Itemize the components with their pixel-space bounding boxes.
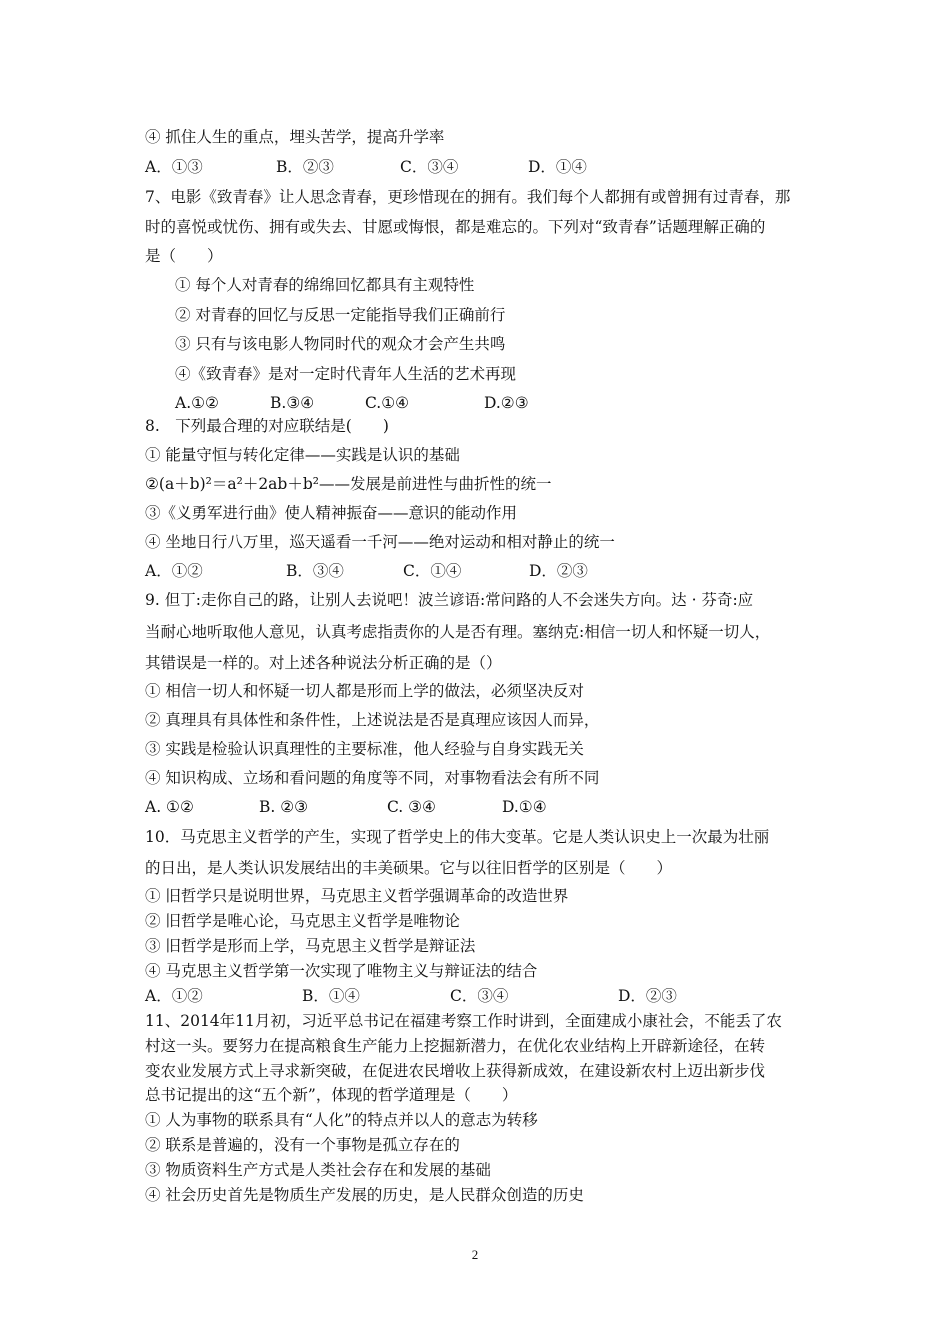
q7-item-1: ① 每个人对青春的绵绵回忆都具有主观特性 [175,276,475,294]
option-a: A.①② [175,394,219,412]
q10-stem-2: 的日出，是人类认识发展结出的丰美硕果。它与以往旧哲学的区别是（ ） [145,859,673,877]
q8-item-1: ① 能量守恒与转化定律——实践是认识的基础 [145,446,460,464]
q11-item-3: ③ 物质资料生产方式是人类社会存在和发展的基础 [145,1161,491,1179]
q10-item-1: ① 旧哲学只是说明世界，马克思主义哲学强调革命的改造世界 [145,887,569,905]
q7-stem-2: 时的喜悦或忧伤、拥有或失去、甘愿或悔恨，都是难忘的。下列对“致青春”话题理解正确的 [145,218,766,236]
option-d: D.①④ [502,798,547,816]
q11-item-1: ① 人为事物的联系具有“人化”的特点并以人的意志为转移 [145,1111,538,1129]
option-b: B. ②③ [259,798,309,816]
q7-item-3: ③ 只有与该电影人物同时代的观众才会产生共鸣 [175,335,506,353]
option-b: B．②③ [276,158,334,176]
q9-item-1: ① 相信一切人和怀疑一切人都是形而上学的做法，必须坚决反对 [145,682,584,700]
q8-item-2: ②(a＋b)²＝a²＋2ab＋b²——发展是前进性与曲折性的统一 [145,475,552,493]
q7-stem-3: 是（ ） [145,247,223,265]
q7-stem-1: 7、电影《致青春》让人思念青春，更珍惜现在的拥有。我们每个人都拥有或曾拥有过青春，那 [145,188,791,206]
option-c: C．③④ [450,987,509,1005]
option-b: B．③④ [286,562,344,580]
option-c: C．③④ [400,158,459,176]
option-b: B．①④ [302,987,360,1005]
q11-stem-2: 村这一头。要努力在提高粮食生产能力上挖掘新潜力，在优化农业结构上开辟新途径，在转 [145,1037,766,1055]
q11-stem-1: 11、2014年11月初，习近平总书记在福建考察工作时讲到，全面建成小康社会，不能丢了农 [145,1012,782,1030]
q10-item-4: ④ 马克思主义哲学第一次实现了唯物主义与辩证法的结合 [145,962,538,980]
option-a: A．①② [145,562,203,580]
q11-item-4: ④ 社会历史首先是物质生产发展的历史，是人民群众创造的历史 [145,1186,584,1204]
q9-item-4: ④ 知识构成、立场和看问题的角度等不同，对事物看法会有所不同 [145,769,600,787]
q9-item-3: ③ 实践是检验认识真理性的主要标准，他人经验与自身实践无关 [145,740,584,758]
q10-item-3: ③ 旧哲学是形而上学，马克思主义哲学是辩证法 [145,937,476,955]
q8-item-3: ③《义勇军进行曲》使人精神振奋——意识的能动作用 [145,504,518,522]
option-d: D.②③ [484,394,529,412]
option-b: B.③④ [270,394,315,412]
q9-item-2: ② 真理具有具体性和条件性，上述说法是否是真理应该因人而异， [145,711,600,729]
option-c: C．①④ [403,562,462,580]
option-c: C.①④ [365,394,410,412]
option-a: A．①② [145,987,203,1005]
q8-stem: 8. 下列最合理的对应联结是( ) [145,417,389,435]
q7-item-4: ④《致青春》是对一定时代青年人生活的艺术再现 [175,365,517,383]
option-c: C. ③④ [387,798,436,816]
q8-item-4: ④ 坐地日行八万里，巡天遥看一千河——绝对运动和相对静止的统一 [145,533,615,551]
q9-stem-3: 其错误是一样的。对上述各种说法分析正确的是（） [145,654,502,672]
page-number: 2 [471,1247,479,1262]
q6-item-4: ④ 抓住人生的重点，埋头苦学，提高升学率 [145,128,445,146]
option-d: D．②③ [618,987,677,1005]
q7-item-2: ② 对青春的回忆与反思一定能指导我们正确前行 [175,306,506,324]
q9-stem-2: 当耐心地听取他人意见，认真考虑指责你的人是否有理。塞纳克:相信一切人和怀疑一切人， [145,623,771,641]
q10-stem-1: 10．马克思主义哲学的产生，实现了哲学史上的伟大变革。它是人类认识史上一次最为壮丽 [145,828,770,846]
option-a: A．①③ [145,158,203,176]
option-a: A. ①② [145,798,194,816]
q9-stem-1: 9. 但丁:走你自己的路，让别人去说吧！波兰谚语:常问路的人不会迷失方向。达 · 芬奇:应 [145,591,754,609]
option-d: D．②③ [529,562,588,580]
q11-stem-3: 变农业发展方式上寻求新突破，在促进农民增收上获得新成效，在建设新农村上迈出新步伐 [145,1062,766,1080]
q10-item-2: ② 旧哲学是唯心论，马克思主义哲学是唯物论 [145,912,460,930]
q11-stem-4: 总书记提出的这“五个新”，体现的哲学道理是（ ） [145,1086,518,1104]
q11-item-2: ② 联系是普遍的，没有一个事物是孤立存在的 [145,1136,460,1154]
option-d: D．①④ [528,158,587,176]
